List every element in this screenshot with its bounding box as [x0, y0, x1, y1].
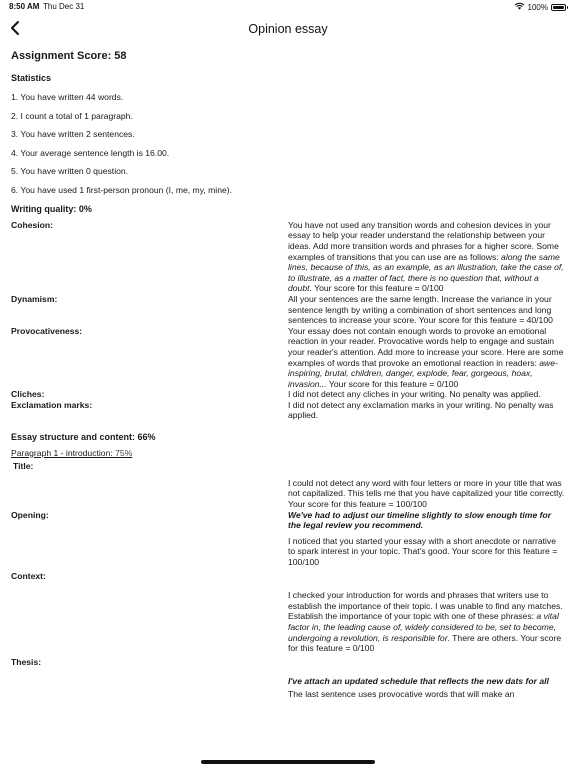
- context-row: [11, 590, 567, 654]
- report-content[interactable]: [11, 50, 567, 700]
- statistics-list: [11, 92, 567, 203]
- opening-feedback: I noticed that you started your essay with a short anecdote or narrative to spark interest in your topic. That's good. Your score for this feature = 100/100: [288, 535, 558, 567]
- context-label: Context:: [11, 570, 46, 581]
- cliches-row: [11, 389, 567, 400]
- exclamation-row: [11, 400, 567, 421]
- provocativeness-label: Provocativeness:: [11, 325, 83, 336]
- cliches-label: Cliches:: [11, 389, 45, 400]
- status-right: [514, 2, 566, 12]
- dynamism-feedback: All your sentences are the same length. Increase the variance in your sentence length by writing a combination of short sentences and long sentences to increase your score. Your score for this feature = 40/100: [288, 293, 553, 326]
- thesis-label: Thesis:: [11, 656, 42, 667]
- wifi-icon: [514, 2, 525, 12]
- stat-item: 5. You have written 0 question.: [11, 166, 129, 177]
- chevron-left-icon: [10, 20, 20, 41]
- paragraph-percent: 75%: [115, 447, 133, 458]
- page-title: Opinion essay: [248, 22, 328, 36]
- assignment-score: Assignment Score: 58: [11, 50, 127, 62]
- stat-item: 3. You have written 2 sentences.: [11, 129, 135, 140]
- thesis-row: [11, 676, 567, 687]
- thesis-feedback-row: [11, 689, 567, 700]
- title-label: Title:: [13, 461, 34, 472]
- stat-item: 4. Your average sentence length is 16.00.: [11, 147, 170, 158]
- status-date: Thu Dec 31: [43, 2, 85, 11]
- status-bar: [0, 0, 576, 14]
- status-time: 8:50 AM: [9, 2, 40, 11]
- opening-quote: We've had to adjust our timeline slightly to slow enough time for the legal review you recommend.: [288, 509, 552, 531]
- cohesion-label: Cohesion:: [11, 219, 54, 230]
- opening-row: [11, 510, 567, 531]
- writing-quality-heading: Writing quality: 0%: [11, 204, 92, 215]
- dynamism-row: [11, 294, 567, 326]
- paragraph-heading: Paragraph 1 - introduction: 75%: [11, 447, 133, 458]
- context-feedback: I checked your introduction for words and phrases that writers use to establish the importance of their topic. I was unable to find any matches. Establish the importance of your topic with one of these phrases: a vital factor in, the leading cause of, widely considered to be, set to become, undergoing a revolution, is responsible for. There are others. Your score for this feature = 0/100: [288, 590, 563, 654]
- opening-label: Opening:: [11, 509, 49, 520]
- structure-heading: Essay structure and content: 66%: [11, 432, 156, 443]
- opening-feedback-row: [11, 536, 567, 568]
- stat-item: 2. I count a total of 1 paragraph.: [11, 110, 133, 121]
- home-indicator[interactable]: [201, 760, 375, 764]
- title-feedback: I could not detect any word with four letters or more in your title that was not capitalized. This tells me that you have capitalized your title correctly. Your score for this feature = 100/100: [288, 477, 565, 510]
- provocativeness-row: [11, 326, 567, 390]
- thesis-feedback: The last sentence uses provocative words that will make an: [288, 688, 515, 699]
- thesis-quote: I've attach an updated schedule that reflects the new dats for all: [288, 676, 549, 687]
- battery-icon: [551, 4, 566, 11]
- title-row: [11, 478, 567, 510]
- navigation-bar: [0, 14, 576, 46]
- cohesion-row: [11, 220, 567, 294]
- cliches-feedback: I did not detect any cliches in your writing. No penalty was applied.: [288, 389, 541, 400]
- dynamism-label: Dynamism:: [11, 293, 58, 304]
- statistics-heading: Statistics: [11, 72, 52, 83]
- paragraph-label: Paragraph 1 - introduction: [11, 447, 111, 458]
- exclamation-label: Exclamation marks:: [11, 399, 93, 410]
- stat-item: 1. You have written 44 words.: [11, 92, 124, 103]
- battery-percent: 100%: [527, 2, 548, 12]
- provocativeness-feedback: Your essay does not contain enough words to provoke an emotional reaction in your reader. Provocative words help to engage and sustain your reader's attention. Add more to increase your score. Here are some examples of words that provoke an emotional reaction in readers: awe-inspiring, brutal, children, danger, explode, fear, gorgeous, hoax, invasion... Your score for this feature = 0/100: [288, 325, 564, 389]
- cohesion-feedback: You have not used any transition words and cohesion devices in your essay to help your reader understand the relationship between your ideas. Add more transition words and phrases for a higher score. Some examples of transitions that you can use are as follows: along the same lines, because of this, as an example, as an illustration, take the case of, to illustrate, as a matter of fact, there is no question that, without a doubt. Your score for this feature = 0/100: [288, 219, 564, 294]
- stat-item: 6. You have used 1 first-person pronoun (I, me, my, mine).: [11, 184, 233, 195]
- back-button[interactable]: [4, 18, 26, 42]
- exclamation-feedback: I did not detect any exclamation marks in your writing. No penalty was applied.: [288, 399, 554, 421]
